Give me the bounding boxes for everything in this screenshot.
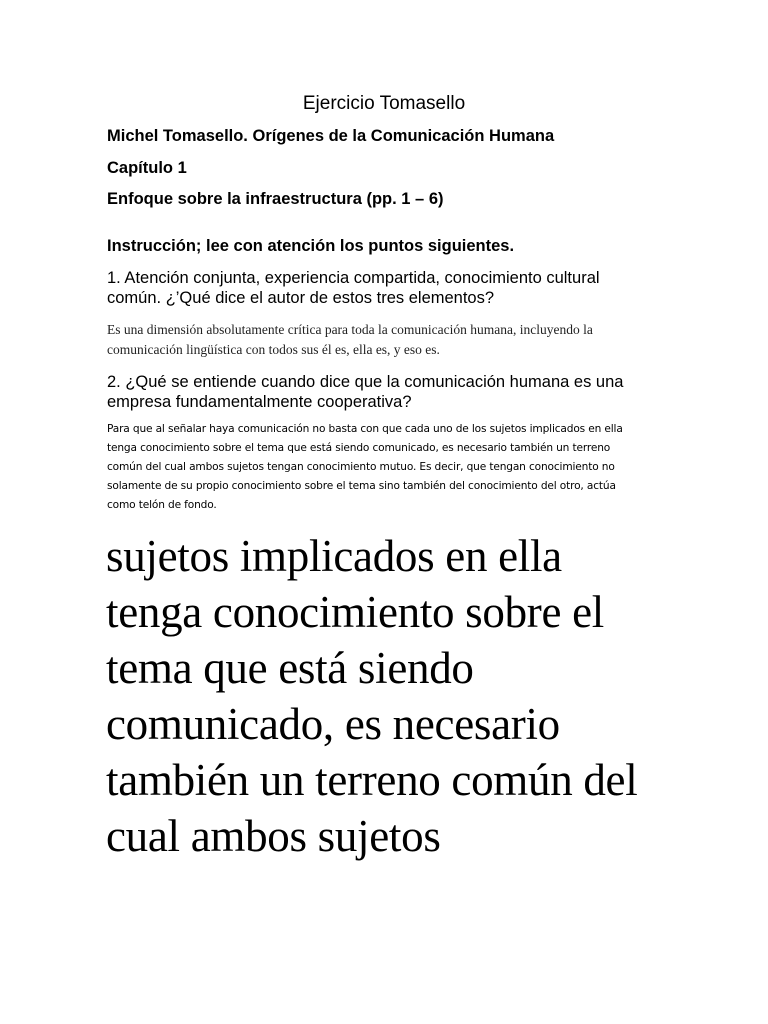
enlarged-excerpt [106, 528, 706, 864]
instruction-heading: Instrucción; lee con atención los puntos siguientes. [107, 237, 515, 255]
excerpt-line: comunicado, es necesario [106, 699, 560, 749]
question-1 [107, 268, 667, 308]
answer-2-line: como telón de fondo. [107, 499, 217, 511]
section-heading: Enfoque sobre la infraestructura (pp. 1 – 6) [107, 190, 444, 208]
document-title: Ejercicio Tomasello [302, 93, 466, 114]
answer-2 [107, 420, 677, 515]
answer-2-line: tenga conocimiento sobre el tema que está siendo comunicado, es necesario también un terreno [107, 442, 611, 454]
answer-2-line: Para que al señalar haya comunicación no basta con que cada uno de los sujetos implicados en ella [107, 423, 623, 435]
answer-1-line: comunicación lingüística con todos sus él es, ella es, y eso es. [107, 342, 440, 357]
question-2 [107, 372, 667, 412]
excerpt-line: sujetos implicados en ella [106, 531, 562, 581]
question-2-line: 2. ¿Qué se entiende cuando dice que la comunicación humana es una [107, 373, 624, 391]
excerpt-line: cual ambos sujetos [106, 811, 441, 861]
question-1-line: común. ¿’Qué dice el autor de estos tres elementos? [107, 289, 495, 307]
excerpt-line: tenga conocimiento sobre el [106, 587, 604, 637]
answer-1 [107, 320, 682, 360]
answer-1-line: Es una dimensión absolutamente crítica para toda la comunicación humana, incluyendo la [107, 322, 593, 337]
excerpt-line: tema que está siendo [106, 643, 474, 693]
question-1-line: 1. Atención conjunta, experiencia compartida, conocimiento cultural [107, 269, 600, 287]
author-line: Michel Tomasello. Orígenes de la Comunicación Humana [107, 127, 555, 145]
answer-2-line: solamente de su propio conocimiento sobre el tema sino también del conocimiento del otro, actúa [107, 480, 616, 492]
chapter-heading: Capítulo 1 [107, 159, 187, 177]
answer-2-line: común del cual ambos sujetos tengan conocimiento mutuo. Es decir, que tengan conocimiento no [107, 461, 615, 473]
excerpt-line: también un terreno común del [106, 755, 638, 805]
question-2-line: empresa fundamentalmente cooperativa? [107, 393, 412, 411]
